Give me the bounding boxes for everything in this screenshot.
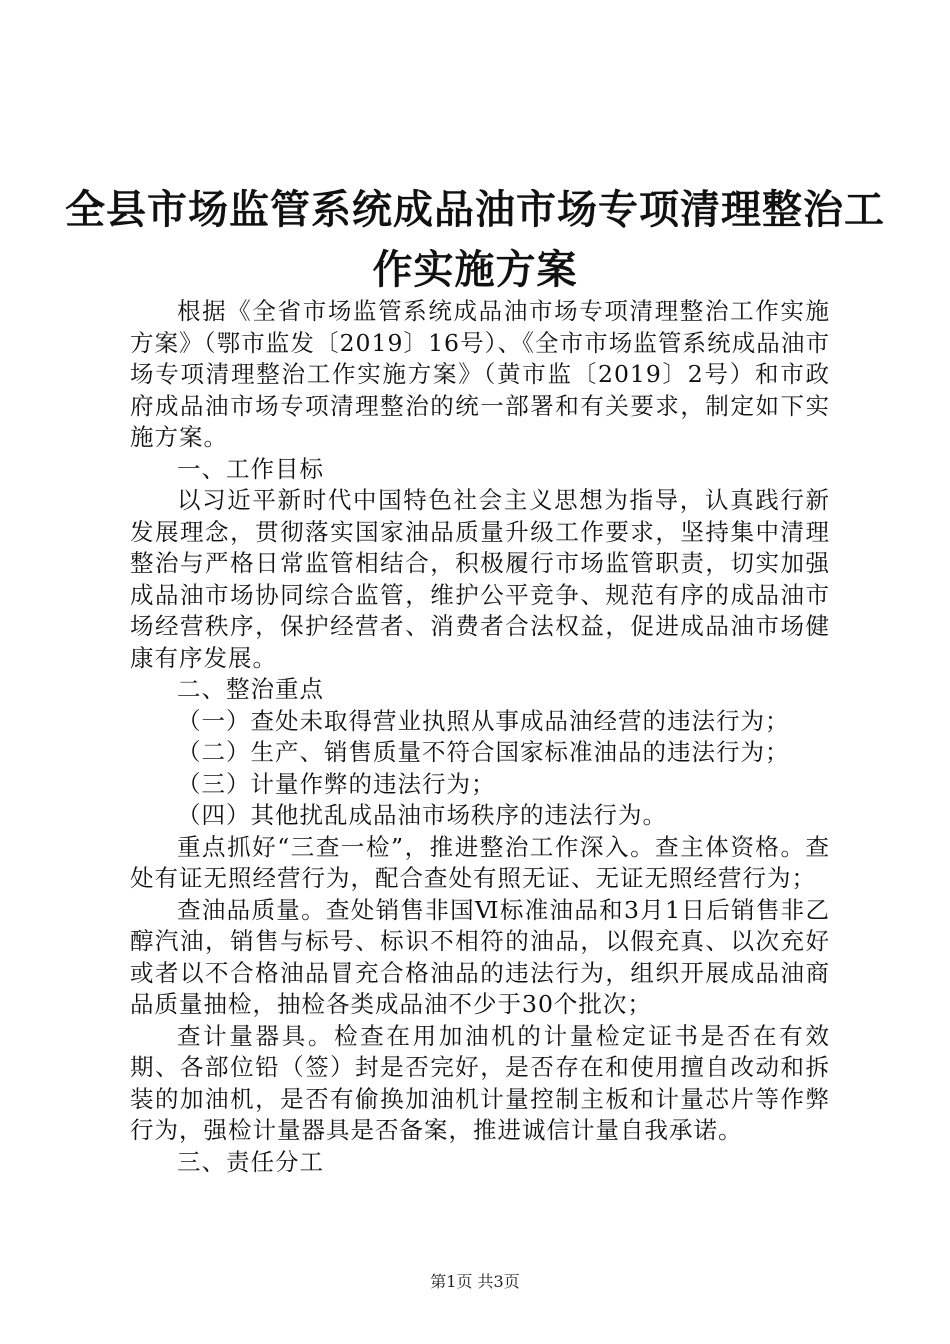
- paragraph-key-checks: 重点抓好“三查一检”，推进整治工作深入。查主体资格。查处有证无照经营行为，配合查处有照无证、无证无照经营行为；: [130, 832, 830, 892]
- document-title-line-2: 作实施方案: [372, 246, 578, 293]
- document-body: [130, 296, 830, 1178]
- page-footer: 第1页 共3页: [430, 1272, 520, 1291]
- paragraph-intro: 根据《全省市场监管系统成品油市场专项清理整治工作实施方案》（鄂市监发〔2019〕16号）、《全市市场监管系统成品油市场专项清理整治工作实施方案》（黄市监〔2019〕2号）和市政府成品油市场专项清理整治的统一部署和有关要求，制定如下实施方案。: [130, 297, 830, 451]
- focus-item-4: （四）其他扰乱成品油市场秩序的违法行为。: [177, 801, 667, 829]
- section-heading-goals: 一、工作目标: [177, 454, 324, 483]
- paragraph-oil-quality: 查油品质量。查处销售非国Ⅵ标准油品和3月1日后销售非乙醇汽油，销售与标号、标识不相符的油品，以假充真、以次充好或者以不合格油品冒充合格油品的违法行为，组织开展成品油商品质量抽检，抽检各类成品油不少于30个批次；: [130, 895, 830, 1018]
- paragraph-metering: 查计量器具。检查在用加油机的计量检定证书是否在有效期、各部位铅（签）封是否完好，是否存在和使用擅自改动和拆装的加油机，是否有偷换加油机计量控制主板和计量芯片等作弊行为，强检计量器具是否备案，推进诚信计量自我承诺。: [130, 1021, 830, 1144]
- section-heading-responsibilities: 三、责任分工: [177, 1147, 324, 1176]
- section-heading-focus: 二、整治重点: [177, 675, 324, 703]
- document-title-line-1: 全县市场监管系统成品油市场专项清理整治工: [65, 186, 885, 233]
- focus-item-1: （一）查处未取得营业执照从事成品油经营的违法行为；: [177, 706, 790, 735]
- focus-item-3: （三）计量作弊的违法行为；: [177, 769, 496, 798]
- paragraph-goals: 以习近平新时代中国特色社会主义思想为指导，认真践行新发展理念，贯彻落实国家油品质量升级工作要求，坚持集中清理整治与严格日常监管相结合，积极履行市场监管职责，切实加强成品油市场协同综合监管，维护公平竞争、规范有序的成品油市场经营秩序，保护经营者、消费者合法权益，促进成品油市场健康有序发展。: [130, 486, 830, 672]
- focus-item-2: （二）生产、销售质量不符合国家标准油品的违法行为；: [177, 738, 790, 766]
